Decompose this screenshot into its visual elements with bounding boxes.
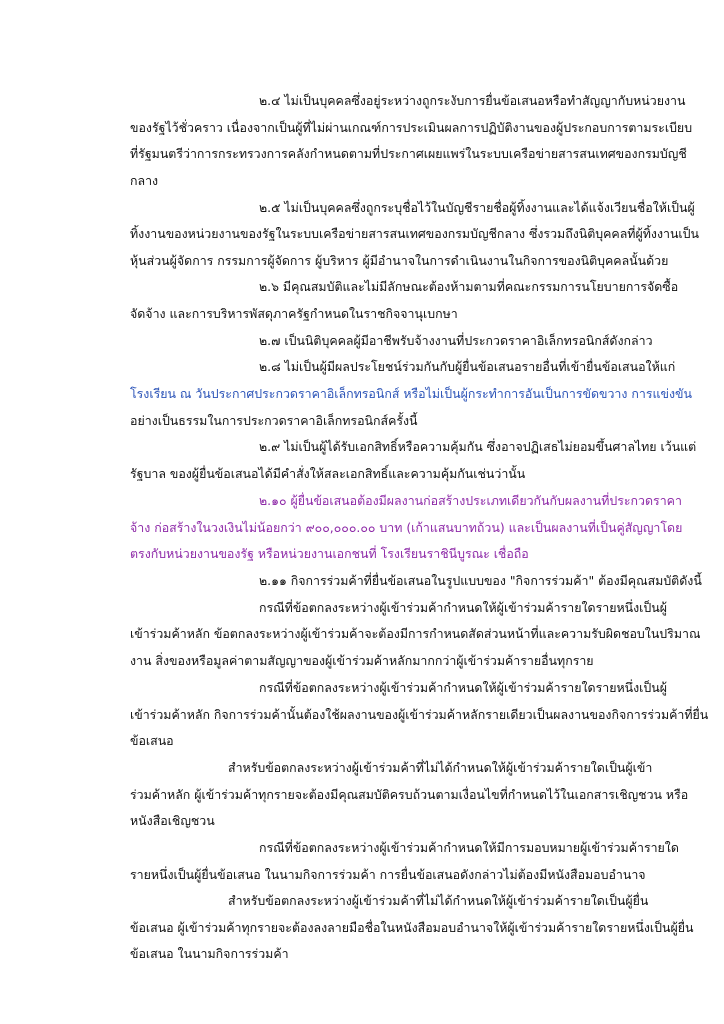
text-line: หุ้นส่วนผู้จัดการ กรรมการผู้จัดการ ผู้บริหาร ผู้มีอำนาจในการดำเนินงานในกิจการของนิติบุคคลนั้นด้วย — [130, 253, 669, 268]
text-line-2-9: ๒.๙ ไม่เป็นผู้ได้รับเอกสิทธิ์หรือความคุ้มกัน ซึ่งอาจปฏิเสธไม่ยอมขึ้นศาลไทย เว้นแต่ — [259, 439, 697, 454]
text-line: จัดจ้าง และการบริหารพัสดุภาครัฐกำหนดในราชกิจจานุเบกษา — [130, 306, 458, 321]
text-line: ของรัฐไว้ชั่วคราว เนื่องจากเป็นผู้ที่ไม่ผ่านเกณฑ์การประเมินผลการปฏิบัติงานของผู้ประกอบการตามระเบียบ — [130, 120, 693, 135]
text-line: กลาง — [130, 173, 159, 188]
text-line: กรณีที่ข้อตกลงระหว่างผู้เข้าร่วมค้ากำหนดให้มีการมอบหมายผู้เข้าร่วมค้ารายใด — [259, 840, 679, 855]
text-line-2-8: ๒.๘ ไม่เป็นผู้มีผลประโยชน์ร่วมกันกับผู้ยื่นข้อเสนอรายอื่นที่เข้ายื่นข้อเสนอให้แก่ — [259, 359, 676, 374]
text-line: ข้อเสนอ ในนามกิจการร่วมค้า — [130, 946, 289, 961]
text-line: งาน สิ่งของหรือมูลค่าตามสัญญาของผู้เข้าร่วมค้าหลักมากกว่าผู้เข้าร่วมค้ารายอื่นทุกราย — [130, 653, 594, 668]
text-line: กรณีที่ข้อตกลงระหว่างผู้เข้าร่วมค้ากำหนดให้ผู้เข้าร่วมค้ารายใดรายหนึ่งเป็นผู้ — [259, 600, 667, 615]
text-line: ร่วมค้าหลัก ผู้เข้าร่วมค้าทุกรายจะต้องมีคุณสมบัติครบถ้วนตามเงื่อนไขที่กำหนดไว้ในเอกสารเชิญชวน หรือ — [130, 787, 689, 802]
text-line-2-4: ๒.๔ ไม่เป็นบุคคลซึ่งอยู่ระหว่างถูกระงับการยื่นข้อเสนอหรือทำสัญญากับหน่วยงาน — [259, 93, 686, 108]
text-line: กรณีที่ข้อตกลงระหว่างผู้เข้าร่วมค้ากำหนดให้ผู้เข้าร่วมค้ารายใดรายหนึ่งเป็นผู้ — [259, 680, 667, 695]
text-line: เข้าร่วมค้าหลัก ข้อตกลงระหว่างผู้เข้าร่วมค้าจะต้องมีการกำหนดสัดส่วนหน้าที่และความรับผิดชอบในปริมาณ — [130, 626, 701, 641]
text-line: สำหรับข้อตกลงระหว่างผู้เข้าร่วมค้าที่ไม่ได้กำหนดให้ผู้เข้าร่วมค้ารายใดเป็นผู้เข้า — [228, 760, 653, 775]
text-line-2-10: ๒.๑๐ ผู้ยื่นข้อเสนอต้องมีผลงานก่อสร้างประเภทเดียวกันกับผลงานที่ประกวดราคา — [259, 493, 682, 508]
text-line: ตรงกับหน่วยงานของรัฐ หรือหน่วยงานเอกชนที่ โรงเรียนราชินีบูรณะ เชื่อถือ — [130, 546, 529, 561]
text-line: จ้าง ก่อสร้างในวงเงินไม่น้อยกว่า ๙๐๐,๐๐๐.๐๐ บาท (เก้าแสนบาทถ้วน) และเป็นผลงานที่เป็นคู่สัญญาโดย — [130, 520, 683, 535]
text-line: โรงเรียน ณ วันประกาศประกวดราคาอิเล็กทรอนิกส์ หรือไม่เป็นผู้กระทำการอันเป็นการขัดขวาง การแข่งขัน — [130, 386, 692, 401]
text-line: เข้าร่วมค้าหลัก กิจการร่วมค้านั้นต้องใช้ผลงานของผู้เข้าร่วมค้าหลักรายเดียวเป็นผลงานของกิจการร่วมค้าที่ยื่น — [130, 707, 709, 722]
text-line: สำหรับข้อตกลงระหว่างผู้เข้าร่วมค้าที่ไม่ได้กำหนดให้ผู้เข้าร่วมค้ารายใดเป็นผู้ยื่น — [228, 893, 649, 908]
text-line: รายหนึ่งเป็นผู้ยื่นข้อเสนอ ในนามกิจการร่วมค้า การยื่นข้อเสนอดังกล่าวไม่ต้องมีหนังสือมอบอำนาจ — [130, 867, 646, 882]
text-line: อย่างเป็นธรรมในการประกวดราคาอิเล็กทรอนิกส์ครั้งนี้ — [130, 413, 418, 428]
text-line: ที่รัฐมนตรีว่าการกระทรวงการคลังกำหนดตามที่ประกาศเผยแพร่ในระบบเครือข่ายสารสนเทศของกรมบัญชี — [130, 146, 687, 161]
text-line: ข้อเสนอ ผู้เข้าร่วมค้าทุกรายจะต้องลงลายมือชื่อในหนังสือมอบอำนาจให้ผู้เข้าร่วมค้ารายใดรายหนึ่งเป็นผู้ยื่น — [130, 920, 694, 935]
text-line: ทิ้งงานของหน่วยงานของรัฐในระบบเครือข่ายสารสนเทศของกรมบัญชีกลาง ซึ่งรวมถึงนิติบุคคลที่ผู้ทิ้งงานเป็น — [130, 226, 699, 241]
text-line-2-11: ๒.๑๑ กิจการร่วมค้าที่ยื่นข้อเสนอในรูปแบบของ "กิจการร่วมค้า" ต้องมีคุณสมบัติดังนี้ — [259, 573, 702, 588]
text-line: รัฐบาล ของผู้ยื่นข้อเสนอได้มีคำสั่งให้สละเอกสิทธิ์และความคุ้มกันเช่นว่านั้น — [130, 466, 526, 481]
text-line: ข้อเสนอ — [130, 733, 174, 748]
text-line-2-5: ๒.๕ ไม่เป็นบุคคลซึ่งถูกระบุชื่อไว้ในบัญชีรายชื่อผู้ทิ้งงานและได้แจ้งเวียนชื่อให้เป็นผู้ — [259, 200, 695, 215]
text-line-2-6: ๒.๖ มีคุณสมบัติและไม่มีลักษณะต้องห้ามตามที่คณะกรรมการนโยบายการจัดซื้อ — [259, 279, 679, 294]
text-line-2-7: ๒.๗ เป็นนิติบุคคลผู้มีอาชีพรับจ้างงานที่ประกวดราคาอิเล็กทรอนิกส์ดังกล่าว — [259, 333, 653, 348]
text-line: หนังสือเชิญชวน — [130, 813, 215, 828]
